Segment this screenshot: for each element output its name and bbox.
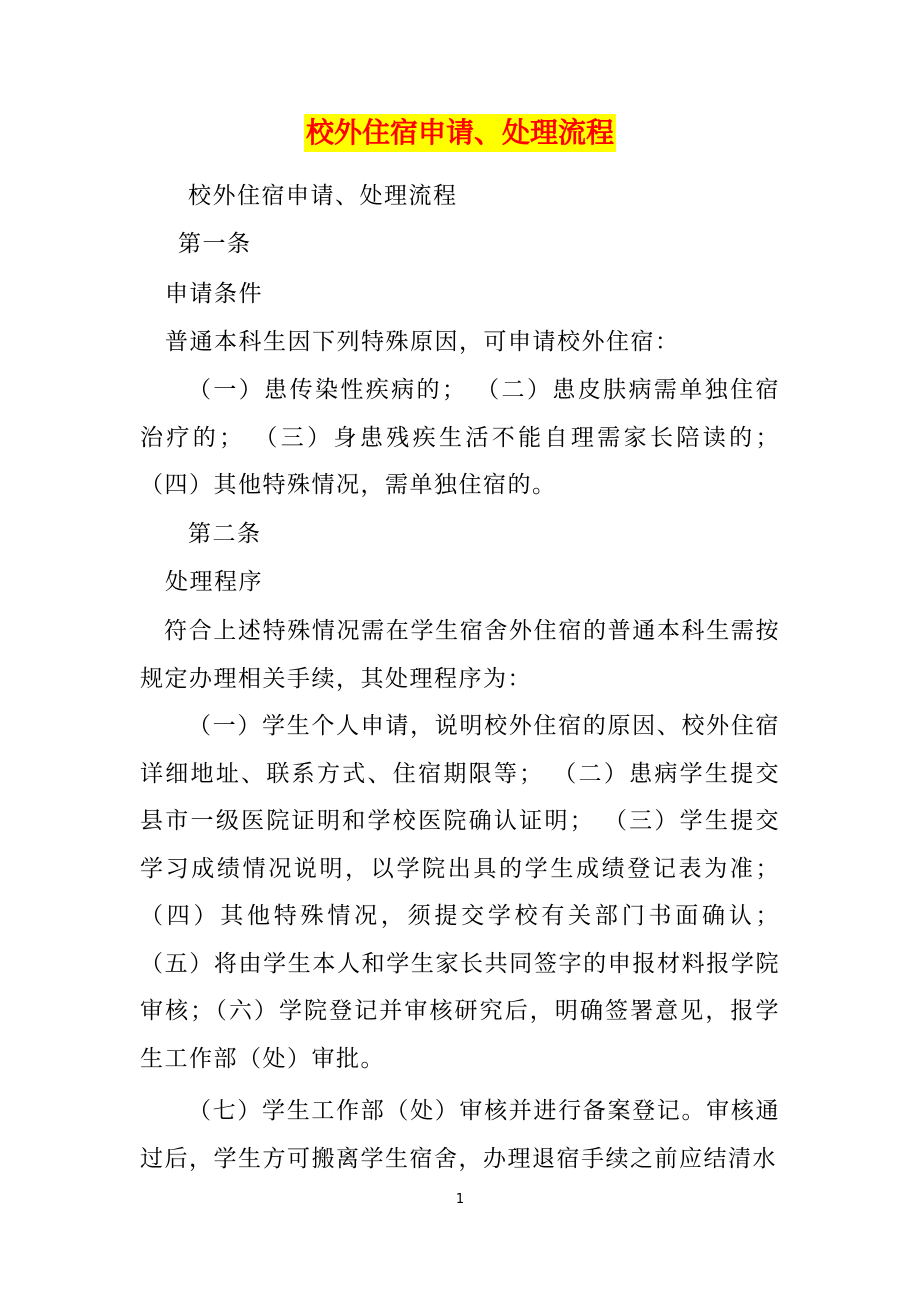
article-2-heading: 第二条 [188, 521, 262, 547]
article-1-heading: 第一条 [178, 231, 252, 257]
title-container [0, 114, 920, 152]
document-title: 校外住宿申请、处理流程 [304, 114, 616, 152]
document-subtitle: 校外住宿申请、处理流程 [188, 183, 458, 209]
article-2-items: （一）学生个人申请，说明校外住宿的原因、校外住宿详细地址、联系方式、住宿期限等； （二）患病学生提交县市一级医院证明和学校医院确认证明； （三）学生提交学习成绩情况说明，以学院出具的学生成绩登记表为准；（四）其他特殊情况，须提交学校有关部门书面确认； （五）将由学生本人和学生家长共同签字的申报材料报学院审核；（六）学院登记并审核研究后，明确签署意见，报学生工作部（处）审批。 [140, 713, 780, 1072]
article-1-intro: 普通本科生因下列特殊原因，可申请校外住宿： [165, 329, 680, 355]
article-1-section: 申请条件 [165, 281, 263, 307]
article-2-item-7: （七）学生工作部（处）审核并进行备案登记。审核通过后，学生方可搬离学生宿舍，办理退宿手续之前应结清水 [140, 1098, 780, 1172]
article-1-items: （一）患传染性疾病的； （二）患皮肤病需单独住宿治疗的； （三）身患残疾生活不能自理需家长陪读的；（四）其他特殊情况，需单独住宿的。 [140, 377, 780, 498]
article-2-intro: 符合上述特殊情况需在学生宿舍外住宿的普通本科生需按规定办理相关手续，其处理程序为： [140, 618, 780, 692]
article-2-section: 处理程序 [165, 569, 263, 595]
page-number: 1 [455, 1192, 465, 1207]
